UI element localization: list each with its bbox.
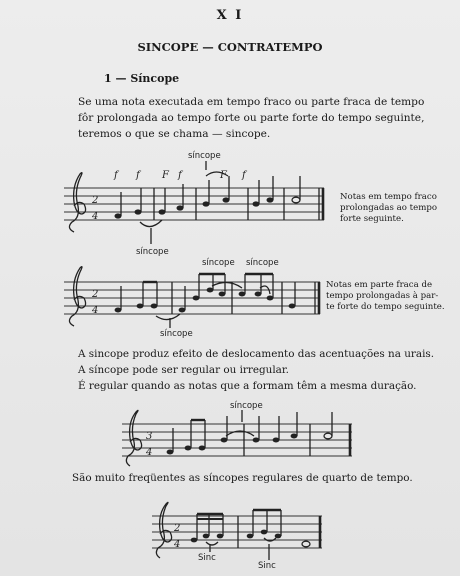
body-line-1: A sincope produz efeito de deslocamento das acentuações na urais. — [78, 348, 435, 360]
syncope-label: síncope — [230, 401, 263, 411]
time-signature-bottom: 4 — [174, 539, 181, 550]
syncope-explanation — [78, 346, 434, 394]
intro-paragraph — [78, 94, 454, 142]
time-signature-top: 3 — [146, 431, 153, 442]
intro-line-2: fôr prolongada ao tempo forte ou parte forte do tempo seguinte, — [78, 112, 425, 124]
accent-mark: f — [114, 170, 118, 181]
section-heading: 1 — Síncope — [104, 72, 180, 85]
accent-mark: F — [162, 170, 169, 181]
tie — [140, 220, 162, 227]
accent-mark: f — [242, 170, 246, 181]
accent-mark: f — [178, 170, 182, 181]
body-line-3: É regular quando as notas que a formam têm a mesma duração. — [78, 380, 417, 392]
syncope-label: síncope — [160, 329, 193, 339]
syncope-label: Sinc — [258, 561, 276, 571]
intro-line-3: teremos o que se chama — sincope. — [78, 128, 271, 140]
time-signature-bottom: 4 — [92, 305, 99, 316]
accent-mark: F — [220, 170, 227, 181]
time-signature-bottom: 4 — [146, 447, 153, 458]
staff-lines — [122, 424, 352, 456]
syncope-label: síncope — [136, 247, 169, 257]
syncope-label: síncope — [246, 258, 279, 268]
chapter-number: X I — [216, 8, 244, 23]
staff-lines — [64, 188, 324, 220]
example1-note-line-1: Notas em tempo fraco — [340, 192, 437, 202]
time-signature-top: 2 — [92, 195, 99, 206]
time-signature-top: 2 — [174, 523, 181, 534]
example2-note-line-3: te forte do tempo seguinte. — [326, 302, 445, 312]
chapter-title: SINCOPE — CONTRATEMPO — [137, 40, 323, 54]
treble-clef-icon — [69, 267, 85, 326]
body-line-2: A síncope pode ser regular ou irregular. — [78, 364, 289, 376]
example1-note-line-3: forte seguinte. — [340, 214, 404, 224]
example2-note-line-1: Notas em parte fraca de — [326, 280, 433, 290]
syncope-label: Sinc — [198, 553, 216, 563]
accent-mark: f — [136, 170, 140, 181]
half-note — [292, 197, 300, 203]
treble-clef-icon — [69, 173, 85, 232]
time-signature-bottom: 4 — [92, 211, 99, 222]
intro-line-1: Se uma nota executada em tempo fraco ou parte fraca de tempo — [78, 96, 425, 108]
syncope-label: síncope — [202, 258, 235, 268]
music-example-1 — [56, 148, 456, 260]
music-example-4 — [146, 494, 326, 574]
music-example-2 — [56, 254, 458, 340]
time-signature-top: 2 — [92, 289, 99, 300]
treble-clef-icon — [156, 502, 171, 558]
syncope-label: síncope — [188, 151, 221, 161]
music-example-3 — [116, 400, 356, 468]
frequent-syncope-text: São muito freqüentes as síncopes regulares de quarto de tempo. — [72, 472, 413, 484]
example2-note-line-2: tempo prolongadas à par- — [326, 291, 439, 301]
treble-clef-icon — [126, 410, 141, 466]
example1-note-line-2: prolongadas ao tempo — [340, 203, 438, 213]
